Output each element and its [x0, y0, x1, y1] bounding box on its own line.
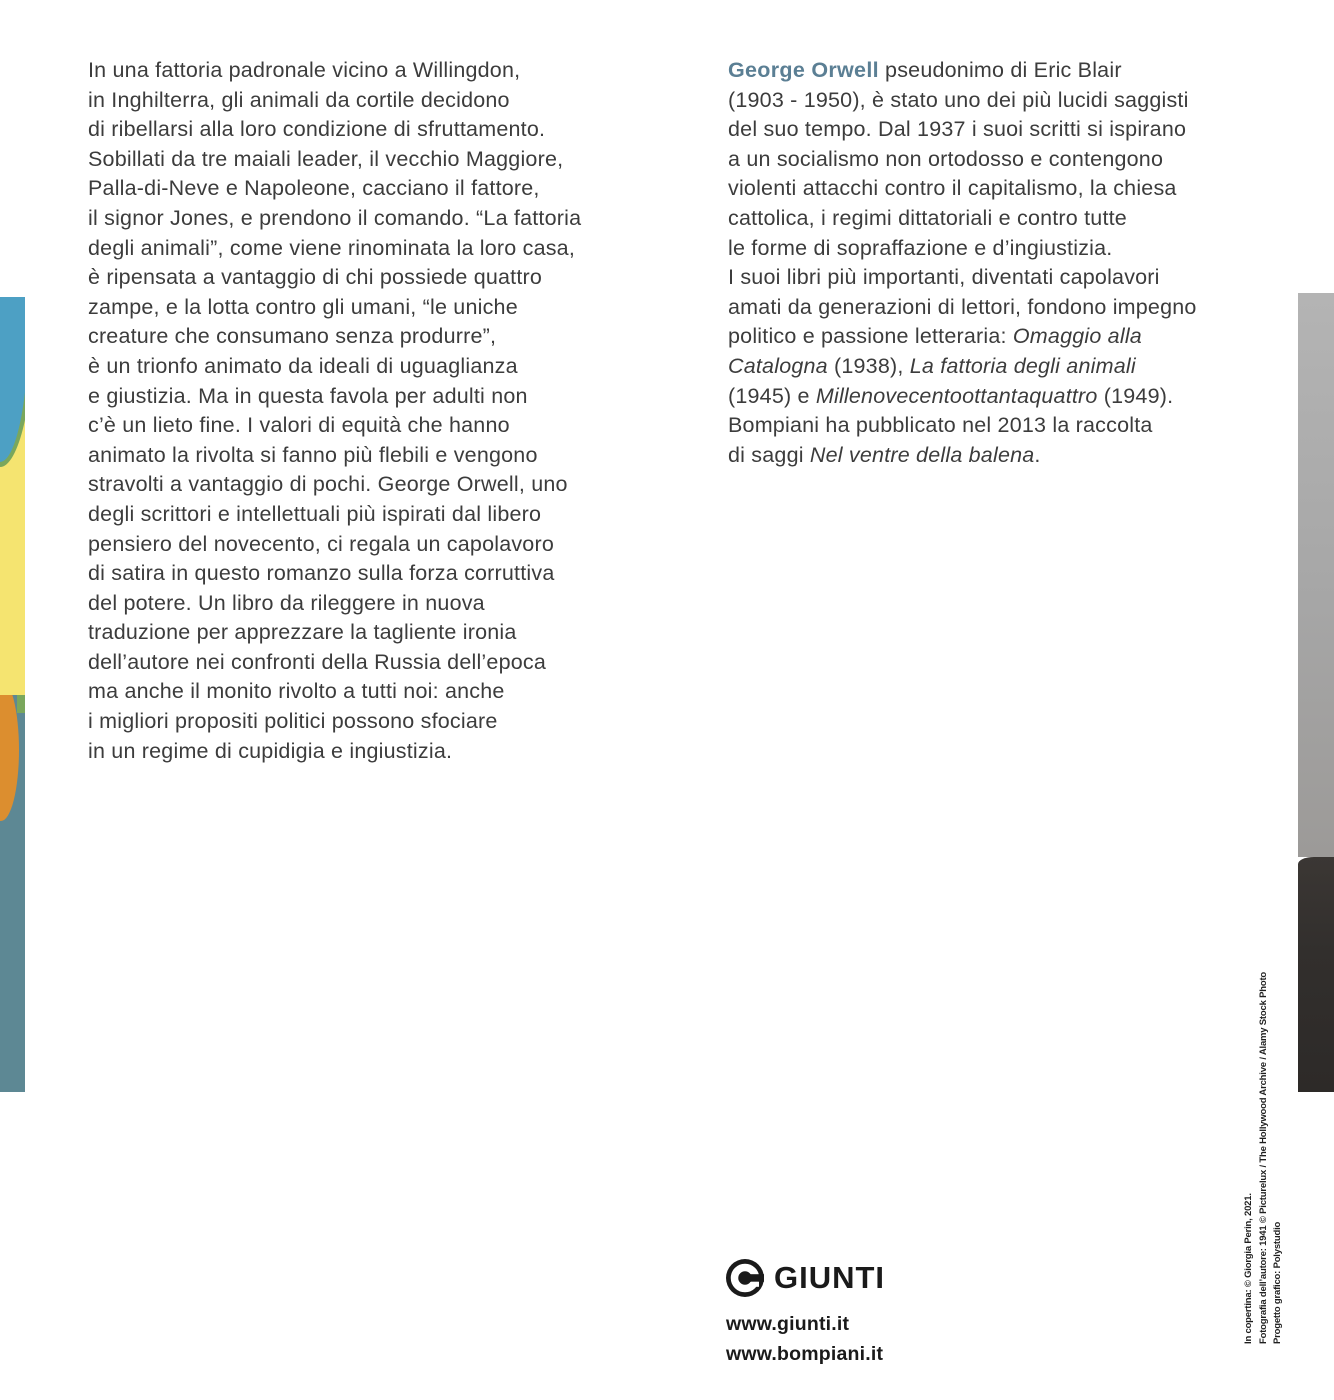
website-url: www.bompiani.it: [726, 1342, 884, 1365]
synopsis-line: in un regime di cupidigia e ingiustizia.: [88, 738, 453, 763]
bio-segment: La fattoria degli animali: [909, 353, 1136, 378]
publisher-block: [726, 1259, 885, 1369]
bio-segment: di saggi: [728, 442, 810, 467]
synopsis-line: stravolti a vantaggio di pochi. George Orwell, uno: [88, 472, 568, 497]
synopsis-line: Palla-di-Neve e Napoleone, cacciano il fattore,: [88, 176, 540, 201]
bio-line: [728, 204, 1258, 234]
artwork-edge-teal-section: [0, 695, 25, 1092]
bio-line: [728, 322, 1258, 352]
synopsis-line: è un trionfo animato da ideali di uguaglianza: [88, 353, 518, 378]
bio-line: [728, 411, 1258, 441]
giunti-g-disc-icon: [726, 1259, 764, 1297]
bio-segment: a un socialismo non ortodosso e contengono: [728, 146, 1164, 171]
bio-segment: (1903 - 1950), è stato uno dei più lucidi saggisti: [728, 87, 1189, 112]
synopsis-line: pensiero del novecento, ci regala un capolavoro: [88, 531, 554, 556]
bio-segment: Catalogna: [728, 353, 828, 378]
synopsis-line: è ripensata a vantaggio di chi possiede quattro: [88, 265, 543, 290]
bio-segment: (1938),: [827, 353, 910, 378]
bio-line: [728, 234, 1258, 264]
bio-line: [728, 441, 1258, 471]
synopsis-line: creature che consumano senza produrre”,: [88, 324, 497, 349]
bio-line: [728, 145, 1258, 175]
synopsis-line: Sobillati da tre maiali leader, il vecchio Maggiore,: [88, 146, 564, 171]
bio-line: [728, 352, 1258, 382]
website-url: www.giunti.it: [726, 1313, 850, 1335]
photo-edge-dark-section: [1298, 857, 1334, 1092]
bio-line: [728, 56, 1258, 86]
synopsis-text: [88, 56, 648, 766]
giunti-wordmark: GIUNTI: [774, 1260, 886, 1295]
synopsis-line: zampe, e la lotta contro gli umani, “le uniche: [88, 294, 518, 319]
bio-line: [728, 263, 1258, 293]
bio-segment: pseudonimo di Eric Blair: [878, 58, 1122, 82]
publisher-websites: [726, 1310, 885, 1369]
bio-line: [728, 86, 1258, 116]
synopsis-line: del potere. Un libro da rileggere in nuova: [88, 590, 485, 615]
bio-segment: (1945) e: [728, 383, 816, 408]
bio-segment: Nel ventre della balena: [809, 442, 1035, 467]
synopsis-line: degli scrittori e intellettuali più ispirati dal libero: [88, 501, 542, 526]
synopsis-line: e giustizia. Ma in questa favola per adulti non: [88, 383, 528, 408]
bio-line: [728, 382, 1258, 412]
synopsis-line: di satira in questo romanzo sulla forza corruttiva: [88, 561, 555, 586]
credit-line: Progetto grafico: Polystudio: [1272, 1221, 1284, 1344]
synopsis-line: animato la rivolta si fanno più flebili e vengono: [88, 442, 538, 467]
synopsis-line: di ribellarsi alla loro condizione di sfruttamento.: [88, 117, 546, 142]
bio-segment: amati da generazioni di lettori, fondono impegno: [728, 294, 1197, 319]
author-name: George Orwell: [728, 58, 879, 82]
author-photo-edge: [1298, 293, 1334, 1092]
synopsis-line: dell’autore nei confronti della Russia dell’epoca: [88, 649, 546, 674]
artwork-blue-shape: [0, 297, 25, 467]
bio-segment: le forme di sopraffazione e d’ingiustizia.: [728, 235, 1113, 260]
bio-segment: Millenovecentoottantaquattro: [815, 383, 1098, 408]
giunti-logo: [726, 1259, 885, 1297]
bio-segment: del suo tempo. Dal 1937 i suoi scritti si ispirano: [728, 117, 1187, 142]
bio-segment: Omaggio alla: [1012, 324, 1142, 349]
synopsis-line: traduzione per apprezzare la tagliente ironia: [88, 620, 517, 645]
synopsis-line: in Inghilterra, gli animali da cortile decidono: [88, 87, 510, 112]
credit-line: In copertina: © Giorgia Perin, 2021.: [1243, 1193, 1254, 1344]
synopsis-line: ma anche il monito rivolto a tutti noi: anche: [88, 679, 505, 704]
synopsis-line: c’è un lieto fine. I valori di equità che hanno: [88, 413, 510, 438]
bio-segment: Bompiani ha pubblicato nel 2013 la raccolta: [728, 413, 1153, 438]
photo-edge-light-section: [1298, 293, 1334, 857]
bio-segment: .: [1034, 442, 1041, 467]
bio-line: [728, 174, 1258, 204]
bio-line: [728, 293, 1258, 323]
cover-artwork-edge: [0, 297, 25, 1092]
bio-segment: politico e passione letteraria:: [728, 324, 1013, 349]
artwork-edge-yellow-section: [0, 297, 25, 695]
bio-segment: cattolica, i regimi dittatoriali e contro tutte: [728, 205, 1127, 230]
synopsis-line: In una fattoria padronale vicino a Willingdon,: [88, 58, 521, 82]
credit-line: Fotografia dell’autore: 1941 © Picturelux / The Hollywood Archive / Alamy Stock Photo: [1257, 971, 1269, 1344]
artwork-orange-shape: [0, 695, 19, 821]
synopsis-line: i migliori propositi politici possono sfociare: [88, 709, 498, 734]
synopsis-line: degli animali”, come viene rinominata la loro casa,: [88, 235, 576, 260]
synopsis-line: il signor Jones, e prendono il comando. “La fattoria: [88, 205, 582, 230]
bio-segment: violenti attacchi contro il capitalismo, la chiesa: [728, 176, 1177, 201]
bio-line: [728, 115, 1258, 145]
artwork-green-notch: [17, 695, 25, 713]
author-bio-text: [728, 56, 1258, 470]
bio-segment: I suoi libri più importanti, diventati capolavori: [728, 265, 1160, 290]
credits-vertical-text: [1242, 942, 1288, 1344]
bio-segment: (1949).: [1097, 383, 1174, 408]
